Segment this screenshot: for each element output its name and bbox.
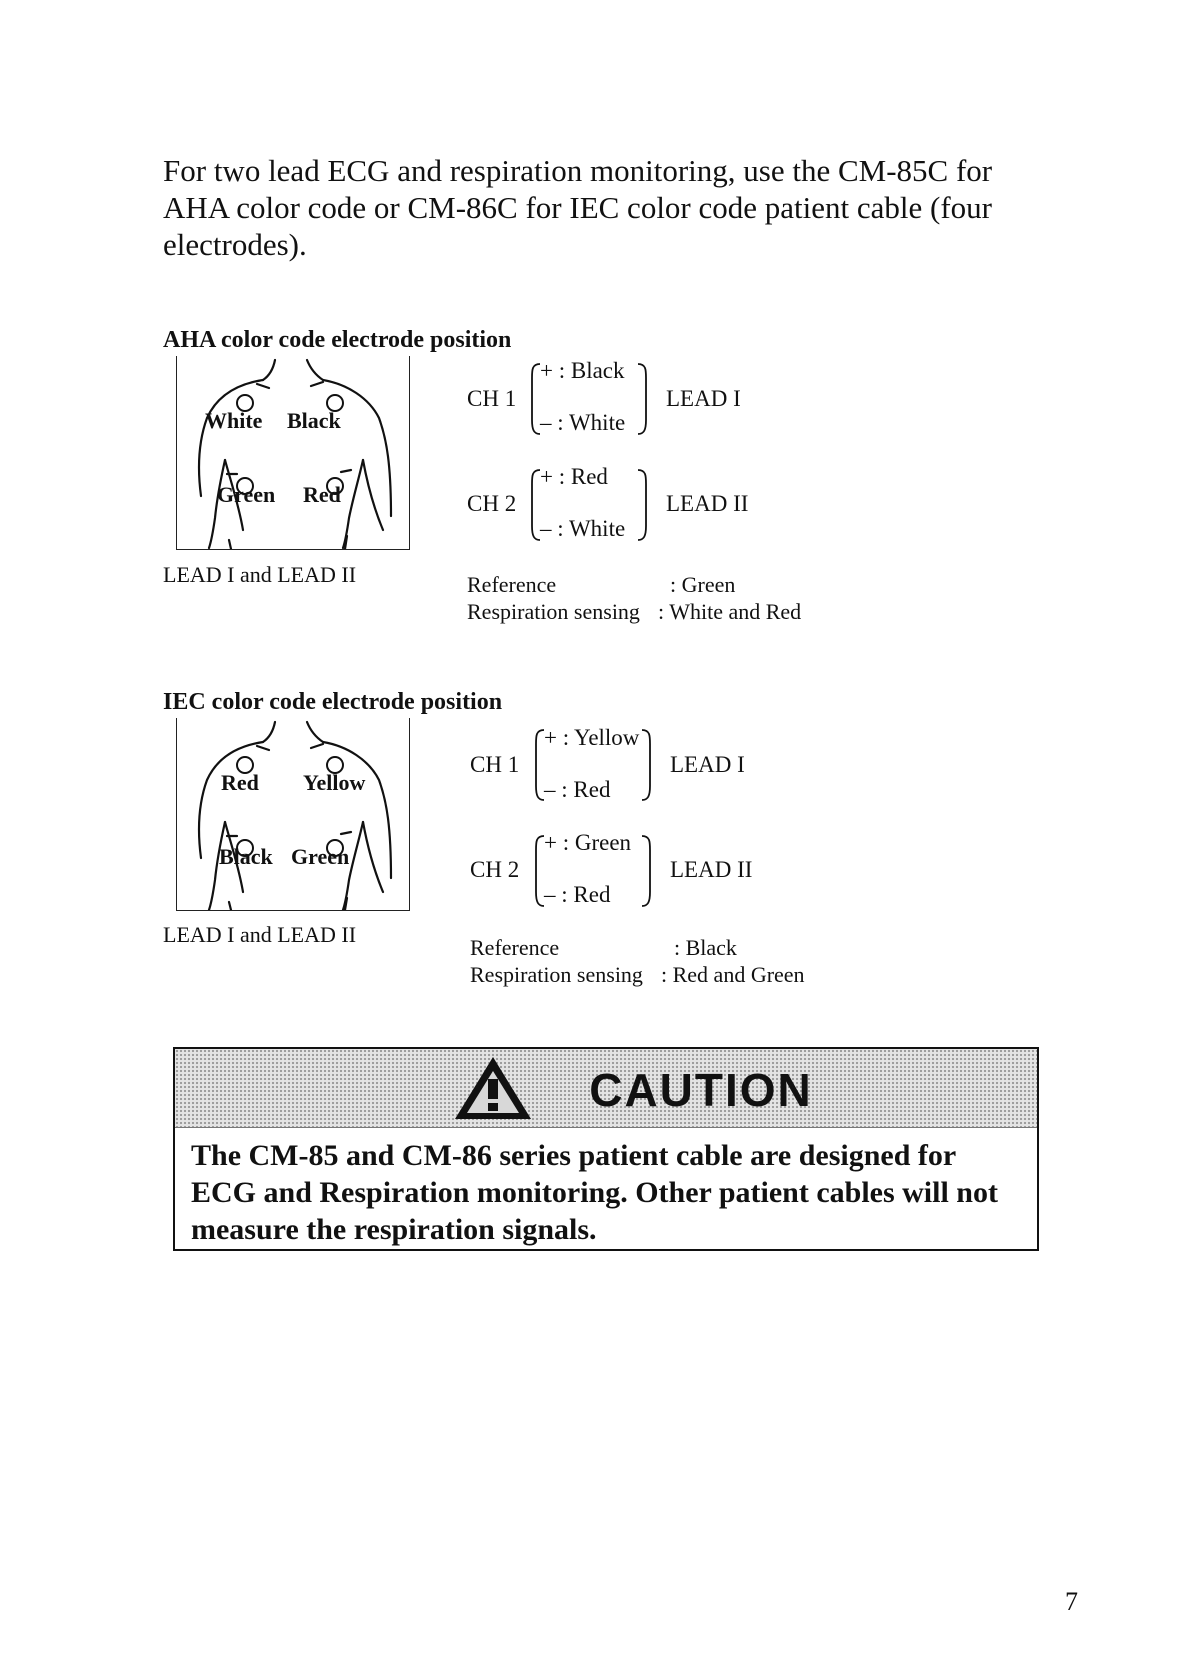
iec-ch1-lead: LEAD I <box>670 752 745 777</box>
aha-label-red: Red <box>303 482 341 507</box>
aha-section-title: AHA color code electrode position <box>163 327 512 353</box>
aha-ch2-lead: LEAD II <box>666 491 749 516</box>
intro-paragraph: For two lead ECG and respiration monitoring, use the CM-85C for AHA color code or CM-86C for IEC color code patient cable (four electrodes). <box>163 153 993 262</box>
caution-box <box>173 1047 1039 1251</box>
aha-ch1-lead: LEAD I <box>666 386 741 411</box>
aha-label-green: Green <box>217 482 276 507</box>
iec-diagram-caption: LEAD I and LEAD II <box>163 922 357 947</box>
caution-message: The CM-85 and CM-86 series patient cable are designed for ECG and Respiration monitoring. Other patient cables will not measure the respiration signals. <box>191 1139 998 1246</box>
iec-torso-diagram <box>176 718 410 911</box>
aha-ch1-minus: – : White <box>540 410 626 435</box>
iec-ch2-plus: + : Green <box>544 830 632 855</box>
aha-ch2-minus: – : White <box>540 516 626 541</box>
iec-reference-label: Reference <box>470 935 560 960</box>
iec-ch1-minus: – : Red <box>544 777 611 802</box>
iec-reference-value: : Black <box>674 935 737 960</box>
caution-heading: CAUTION <box>589 1064 813 1116</box>
aha-ch1-plus: + : Black <box>540 358 625 383</box>
iec-label-green: Green <box>291 844 350 869</box>
iec-ch1-label: CH 1 <box>470 752 520 777</box>
aha-reference-value: : Green <box>670 572 736 597</box>
aha-reference-label: Reference <box>467 572 557 597</box>
aha-ch1-label: CH 1 <box>467 386 517 411</box>
iec-ch1-plus: + : Yellow <box>544 725 640 750</box>
iec-ch2-lead: LEAD II <box>670 857 753 882</box>
caution-header-band <box>175 1049 1037 1128</box>
iec-label-yellow: Yellow <box>303 770 366 795</box>
torso-outline-icon <box>177 718 409 910</box>
aha-ch2-plus: + : Red <box>540 464 608 489</box>
iec-label-black: Black <box>219 844 273 869</box>
iec-ch2-minus: – : Red <box>544 882 611 907</box>
aha-label-white: White <box>205 408 263 433</box>
aha-resp-value: : White and Red <box>658 599 802 624</box>
aha-ch2-label: CH 2 <box>467 491 517 516</box>
aha-label-black: Black <box>287 408 341 433</box>
iec-ch2-label: CH 2 <box>470 857 520 882</box>
iec-resp-value: : Red and Green <box>661 962 805 987</box>
iec-section-title: IEC color code electrode position <box>163 689 503 715</box>
aha-torso-diagram <box>176 356 410 550</box>
aha-resp-label: Respiration sensing <box>467 599 640 624</box>
aha-diagram-caption: LEAD I and LEAD II <box>163 562 357 587</box>
torso-outline-icon <box>177 356 409 549</box>
iec-label-red: Red <box>221 770 259 795</box>
iec-resp-label: Respiration sensing <box>470 962 643 987</box>
page-number: 7 <box>1065 1587 1078 1616</box>
